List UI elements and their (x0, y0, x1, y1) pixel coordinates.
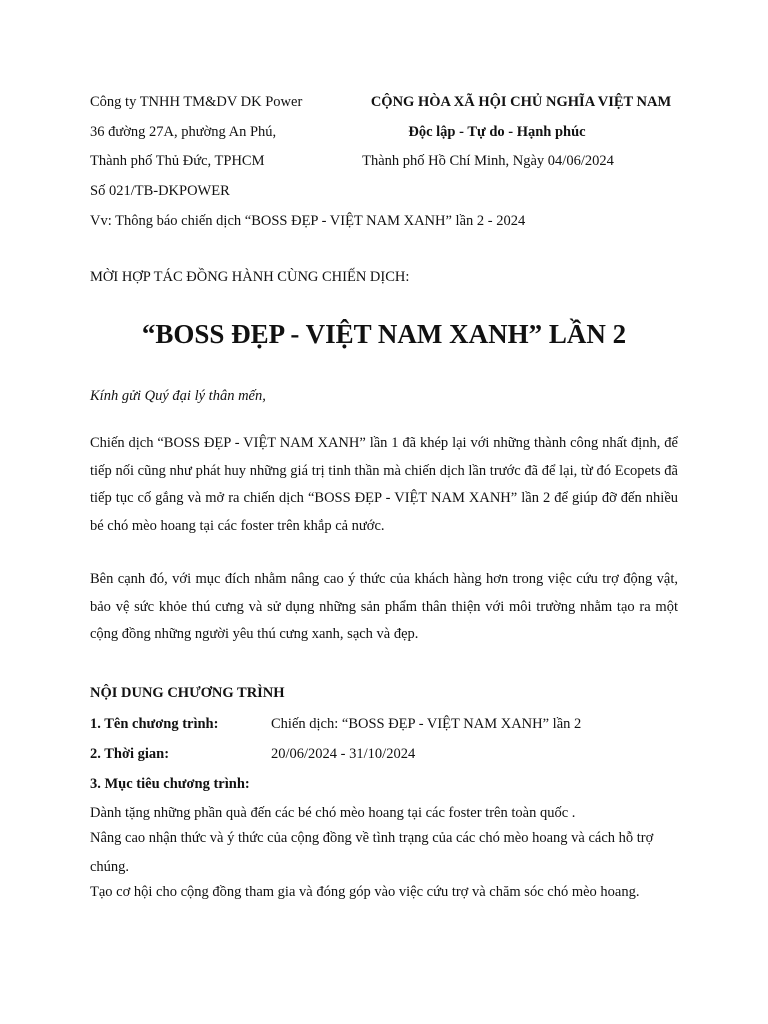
program-time-label: 2. Thời gian: (90, 746, 170, 762)
program-goals-label: 3. Mục tiêu chương trình: (90, 776, 250, 792)
invite-heading: MỜI HỢP TÁC ĐỒNG HÀNH CÙNG CHIẾN DỊCH: (90, 269, 410, 285)
place-and-date: Thành phố Hồ Chí Minh, Ngày 04/06/2024 (362, 153, 614, 169)
greeting: Kính gửi Quý đại lý thân mến, (90, 388, 266, 404)
company-address-line-1: 36 đường 27A, phường An Phú, (90, 124, 277, 140)
document-subject: Vv: Thông báo chiến dịch “BOSS ĐẸP - VIỆT NAM XANH” lần 2 - 2024 (90, 213, 526, 229)
national-motto: Độc lập - Tự do - Hạnh phúc (408, 124, 586, 140)
program-name-label: 1. Tên chương trình: (90, 716, 219, 732)
goal-item: Dành tặng những phần quà đến các bé chó mèo hoang tại các foster trên toàn quốc . (90, 805, 576, 821)
goal-item: Tạo cơ hội cho cộng đồng tham gia và đóng góp vào việc cứu trợ và chăm sóc chó mèo hoang. (90, 884, 640, 900)
document-number: Số 021/TB-DKPOWER (90, 183, 230, 199)
intro-paragraph: Chiến dịch “BOSS ĐẸP - VIỆT NAM XANH” lần 1 đã khép lại với những thành công nhất định, để tiếp nối cũng như phát huy những giá trị tinh thần mà chiến dịch lần trước đã để lại, từ đó Ecopets đã tiếp tục cố gắng và mở ra chiến dịch “BOSS ĐẸP - VIỆT NAM XANH” lần 2 để giúp đỡ đến nhiều bé chó mèo hoang tại các foster trên khắp cả nước. (90, 435, 678, 534)
program-name-value: Chiến dịch: “BOSS ĐẸP - VIỆT NAM XANH” lần 2 (271, 716, 582, 732)
program-time-value: 20/06/2024 - 31/10/2024 (271, 746, 416, 762)
campaign-title: “BOSS ĐẸP - VIỆT NAM XANH” LẦN 2 (141, 319, 627, 349)
program-heading: NỘI DUNG CHƯƠNG TRÌNH (90, 685, 285, 701)
company-name: Công ty TNHH TM&DV DK Power (90, 94, 303, 110)
nation-name: CỘNG HÒA XÃ HỘI CHỦ NGHĨA VIỆT NAM (370, 94, 672, 110)
company-address-line-2: Thành phố Thủ Đức, TPHCM (90, 153, 265, 169)
purpose-paragraph: Bên cạnh đó, với mục đích nhằm nâng cao ý thức của khách hàng hơn trong việc cứu trợ động vật, bảo vệ sức khỏe thú cưng và sử dụng những sản phẩm thân thiện với môi trường nhằm tạo ra một cộng đồng những người yêu thú cưng xanh, sạch và đẹp. (90, 571, 678, 642)
goal-item: Nâng cao nhận thức và ý thức của cộng đồng về tình trạng của các chó mèo hoang và cách hỗ trợ chúng. (90, 830, 654, 875)
